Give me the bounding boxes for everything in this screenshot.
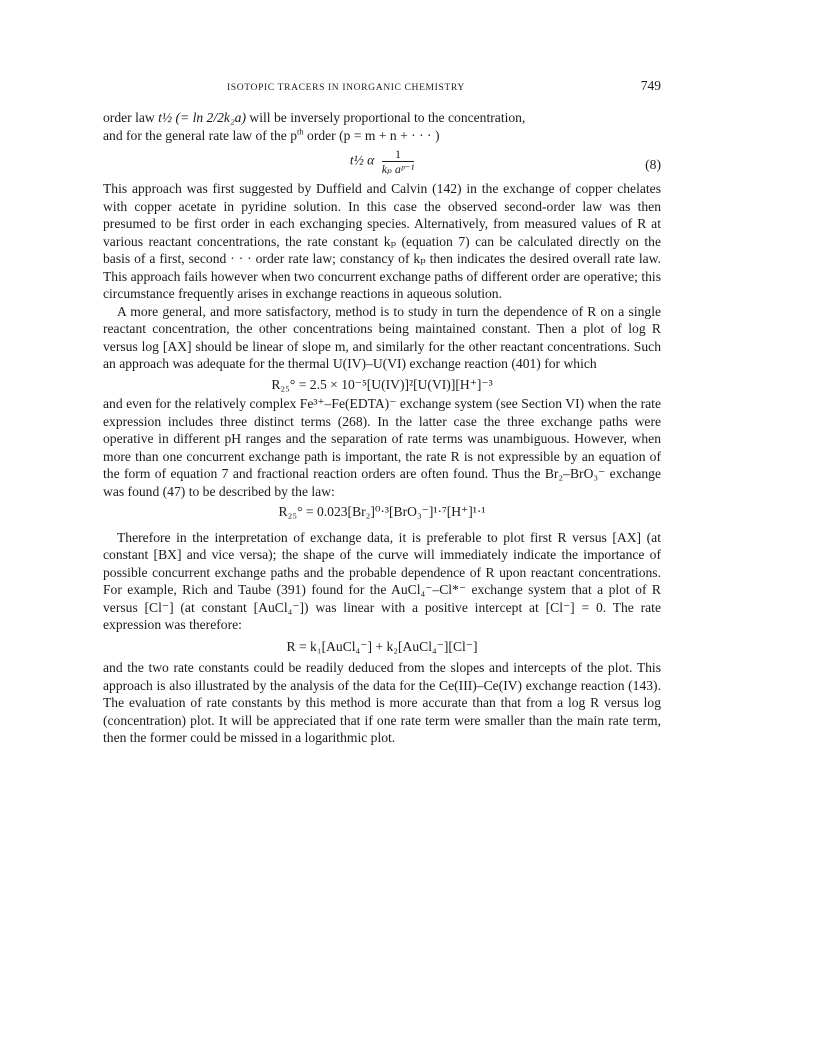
equation-8-numerator: 1 [382, 147, 414, 162]
equation-8-denominator: kₚ aᵖ⁻¹ [381, 162, 415, 176]
equation-au-exchange: R = k₁[AuCl₄⁻] + k₂[AuCl₄⁻][Cl⁻] [286, 638, 478, 654]
paragraph-4: Therefore in the interpretation of exchange data, it is preferable to plot first R versus [AX] (at constant [BX] and vice versa); the shape of the curve will immediately indicate the importance of possible concurrent exchange paths and the probable dependence of R upon reactant concentrations. For example, Rich and Taube (391) found for the AuCl₄⁻–Cl*⁻ exchange system that a plot of R versus [Cl⁻] (at constant [AuCl₄⁻]) was linear with a positive intercept at [Cl⁻] = 0. The rate expression was therefore: [103, 529, 661, 632]
paragraph-5: and the two rate constants could be readily deduced from the slopes and intercepts of the plot. This approach is also illustrated by the analysis of the data for the Ce(III)–Ce(IV) exchange reaction (143). The evaluation of rate constants by this method is more accurate than that from a log R versus log (concentration) plot. It will be appreciated that if one rate term were smaller than the main rate term, then the former could be missed in a logarithmic plot. [103, 660, 661, 745]
equation-8-fraction [382, 147, 414, 176]
paragraph-1: This approach was first suggested by Duffield and Calvin (142) in the exchange of copper chelates with copper acetate in pyridine solution. In this case the observed second-order law was then presumed to be first order in each exchanging species. Alternatively, from measured values of R at various reactant concentrations, the rate constant kₚ (equation 7) can be calculated directly on the basis of a first, second · · · order rate law; constancy of kₚ then indicates the desired overall rate law. This approach fails however when two concurrent exchange paths of different order are operative; this circumstance frequently arises in exchange reactions in aqueous solution. [103, 181, 661, 301]
intro-text-1a: order law [103, 110, 159, 125]
equation-8-lhs: t½ α [349, 152, 375, 168]
paragraph-3: and even for the relatively complex Fe³⁺–Fe(EDTA)⁻ exchange system (see Section VI) when the rate expression includes three distinct terms (268). In the latter case the three exchange paths were operative in different pH ranges and the separation of rate terms was unambiguous. However, when more than one concurrent exchange path is important, the rate R is not expressible by an equation of the form of equation 7 and fractional reaction orders are often found. Thus the Br₂–BrO₃⁻ exchange was found (47) to be described by the law: [103, 396, 661, 499]
intro-text-1c: will be inversely proportional to the concentration, [246, 110, 526, 125]
page [103, 78, 661, 747]
intro-half-life-expression: t½ (= ln 2/2k₂a) [158, 110, 247, 125]
equation-8 [103, 147, 661, 176]
intro-paragraph [103, 109, 661, 144]
page-number: 749 [640, 78, 661, 93]
page-header [103, 78, 661, 100]
intro-superscript-th: th [297, 125, 304, 136]
paragraph-2: A more general, and more satisfactory, method is to study in turn the dependence of R on a single reactant concentration, the other concentrations being maintained constant. Then a plot of log R versus log [AX] should be linear of slope m, and similarly for the other reactant concentrations. Such an approach was adequate for the thermal U(IV)–U(VI) exchange reaction (401) for which [103, 303, 661, 371]
equation-8-number: (8) [645, 157, 661, 172]
intro-text-2a: and for the general rate law of the p [103, 127, 297, 143]
intro-text-2b: order (p = m + n + · · · ) [303, 127, 440, 143]
equation-u-exchange: R₂₅° = 2.5 × 10⁻⁵[U(IV)]²[U(VI)][H⁺]⁻³ [271, 376, 493, 392]
equation-br-exchange: R₂₅° = 0.023[Br₂]⁰·³[BrO₃⁻]¹·⁷[H⁺]¹·¹ [278, 504, 486, 519]
running-title: ISOTOPIC TRACERS IN INORGANIC CHEMISTRY [227, 82, 465, 93]
